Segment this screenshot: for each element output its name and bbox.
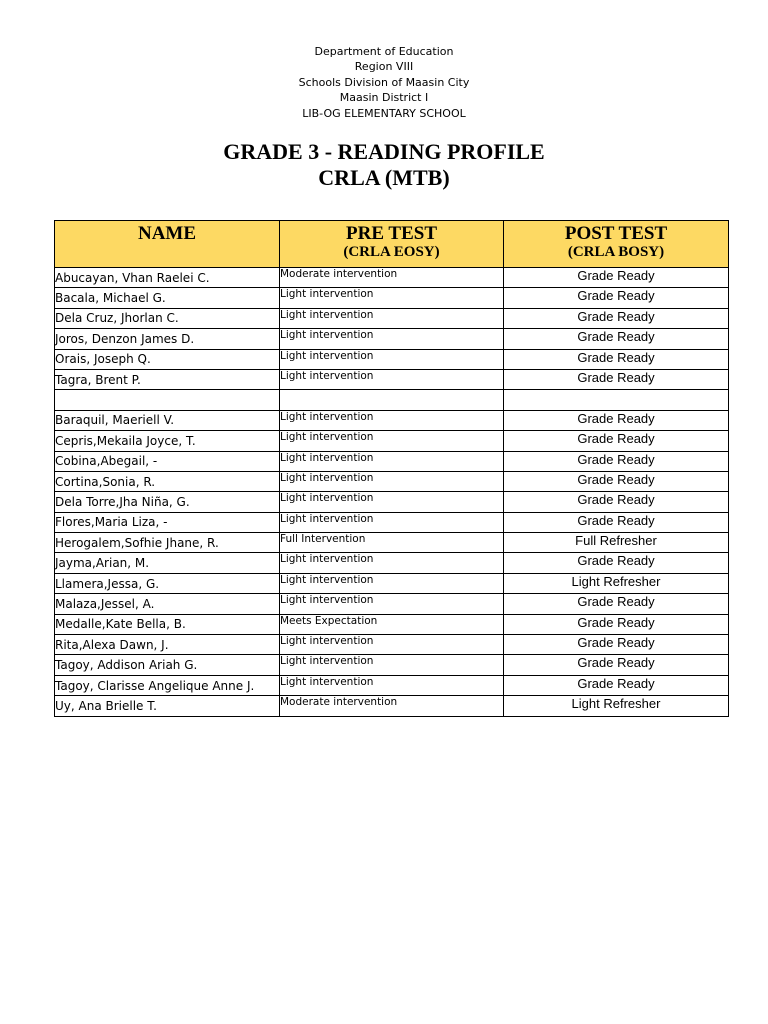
pre-test-cell: Light intervention	[280, 431, 504, 451]
post-test-header-label: POST TEST	[564, 223, 668, 244]
pre-test-cell: Moderate intervention	[280, 268, 504, 288]
student-name-cell: Tagoy, Clarisse Angelique Anne J.	[55, 675, 280, 695]
column-header-name	[55, 221, 280, 268]
header-line-division: Schools Division of Maasin City	[298, 75, 470, 89]
table-row	[55, 675, 729, 695]
table-row	[55, 614, 729, 634]
pre-test-header-sublabel: (CRLA EOSY)	[343, 244, 440, 260]
student-name-cell: Cortina,Sonia, R.	[55, 471, 280, 491]
title-line-1: GRADE 3 - READING PROFILE	[223, 139, 545, 164]
student-name-cell: Abucayan, Vhan Raelei C.	[55, 268, 280, 288]
table-row	[55, 594, 729, 614]
post-test-header-sublabel: (CRLA BOSY)	[567, 244, 665, 260]
table-row	[55, 410, 729, 430]
table-row	[55, 492, 729, 512]
reading-profile-table	[54, 220, 729, 717]
pre-test-cell	[280, 390, 504, 410]
student-name-cell: Bacala, Michael G.	[55, 288, 280, 308]
pre-test-cell: Light intervention	[280, 288, 504, 308]
pre-test-cell: Light intervention	[280, 512, 504, 532]
table-row	[55, 471, 729, 491]
table-row	[55, 553, 729, 573]
table-row	[55, 655, 729, 675]
header-line-region: Region VIII	[354, 60, 414, 74]
pre-test-cell: Light intervention	[280, 329, 504, 349]
pre-test-cell: Meets Expectation	[280, 614, 504, 634]
student-name-cell: Jayma,Arian, M.	[55, 553, 280, 573]
post-test-cell: Grade Ready	[504, 288, 729, 308]
post-test-cell: Grade Ready	[504, 451, 729, 471]
student-name-cell: Medalle,Kate Bella, B.	[55, 614, 280, 634]
post-test-cell: Grade Ready	[504, 594, 729, 614]
student-name-cell: Joros, Denzon James D.	[55, 329, 280, 349]
post-test-cell: Grade Ready	[504, 655, 729, 675]
header-line-school: LIB-OG ELEMENTARY SCHOOL	[302, 106, 466, 120]
table-row	[55, 696, 729, 716]
post-test-cell: Grade Ready	[504, 553, 729, 573]
post-test-cell: Grade Ready	[504, 635, 729, 655]
post-test-cell: Grade Ready	[504, 614, 729, 634]
pre-test-cell: Light intervention	[280, 492, 504, 512]
pre-test-cell: Light intervention	[280, 635, 504, 655]
post-test-cell: Grade Ready	[504, 308, 729, 328]
table-row	[55, 268, 729, 288]
student-name-cell: Malaza,Jessel, A.	[55, 594, 280, 614]
student-name-cell: Tagoy, Addison Ariah G.	[55, 655, 280, 675]
post-test-cell: Grade Ready	[504, 431, 729, 451]
post-test-cell: Grade Ready	[504, 471, 729, 491]
table-row	[55, 635, 729, 655]
table-row	[55, 349, 729, 369]
pre-test-cell: Light intervention	[280, 349, 504, 369]
student-name-cell: Tagra, Brent P.	[55, 369, 280, 389]
pre-test-cell: Light intervention	[280, 573, 504, 593]
post-test-cell: Light Refresher	[504, 696, 729, 716]
table-row	[55, 451, 729, 471]
pre-test-cell: Moderate intervention	[280, 696, 504, 716]
pre-test-cell: Light intervention	[280, 471, 504, 491]
header-line-district: Maasin District I	[339, 91, 429, 105]
table-row	[55, 533, 729, 553]
table-row	[55, 390, 729, 410]
post-test-cell: Grade Ready	[504, 369, 729, 389]
document-title	[0, 139, 768, 191]
table-row	[55, 369, 729, 389]
student-name-cell: Orais, Joseph Q.	[55, 349, 280, 369]
student-name-cell: Herogalem,Sofhie Jhane, R.	[55, 533, 280, 553]
student-name-cell: Cepris,Mekaila Joyce, T.	[55, 431, 280, 451]
column-header-post-test	[504, 221, 729, 268]
table-row	[55, 329, 729, 349]
student-name-cell: Uy, Ana Brielle T.	[55, 696, 280, 716]
name-header-label: NAME	[137, 223, 197, 244]
post-test-cell: Full Refresher	[504, 533, 729, 553]
pre-test-cell: Light intervention	[280, 369, 504, 389]
header-line-department: Department of Education	[314, 45, 454, 58]
column-header-pre-test	[280, 221, 504, 268]
post-test-cell: Light Refresher	[504, 573, 729, 593]
title-line-2: CRLA (MTB)	[318, 165, 450, 190]
post-test-cell: Grade Ready	[504, 675, 729, 695]
pre-test-header-label: PRE TEST	[346, 223, 437, 244]
table-body	[55, 268, 729, 717]
pre-test-cell: Light intervention	[280, 655, 504, 675]
pre-test-cell: Full Intervention	[280, 533, 504, 553]
student-name-cell: Dela Cruz, Jhorlan C.	[55, 308, 280, 328]
post-test-cell: Grade Ready	[504, 492, 729, 512]
post-test-cell: Grade Ready	[504, 512, 729, 532]
student-name-cell: Llamera,Jessa, G.	[55, 573, 280, 593]
table-row	[55, 288, 729, 308]
post-test-cell: Grade Ready	[504, 268, 729, 288]
post-test-cell: Grade Ready	[504, 410, 729, 430]
student-name-cell: Cobina,Abegail, -	[55, 451, 280, 471]
table-row	[55, 573, 729, 593]
post-test-cell: Grade Ready	[504, 329, 729, 349]
pre-test-cell: Light intervention	[280, 410, 504, 430]
post-test-cell: Grade Ready	[504, 349, 729, 369]
table-row	[55, 431, 729, 451]
school-header	[0, 44, 768, 121]
student-name-cell: Flores,Maria Liza, -	[55, 512, 280, 532]
table-row	[55, 512, 729, 532]
post-test-cell	[504, 390, 729, 410]
table-row	[55, 308, 729, 328]
student-name-cell: Rita,Alexa Dawn, J.	[55, 635, 280, 655]
pre-test-cell: Light intervention	[280, 675, 504, 695]
pre-test-cell: Light intervention	[280, 553, 504, 573]
student-name-cell: Baraquil, Maeriell V.	[55, 410, 280, 430]
pre-test-cell: Light intervention	[280, 451, 504, 471]
pre-test-cell: Light intervention	[280, 308, 504, 328]
pre-test-cell: Light intervention	[280, 594, 504, 614]
table-header-row	[55, 221, 729, 268]
student-name-cell	[55, 390, 280, 410]
student-name-cell: Dela Torre,Jha Niña, G.	[55, 492, 280, 512]
